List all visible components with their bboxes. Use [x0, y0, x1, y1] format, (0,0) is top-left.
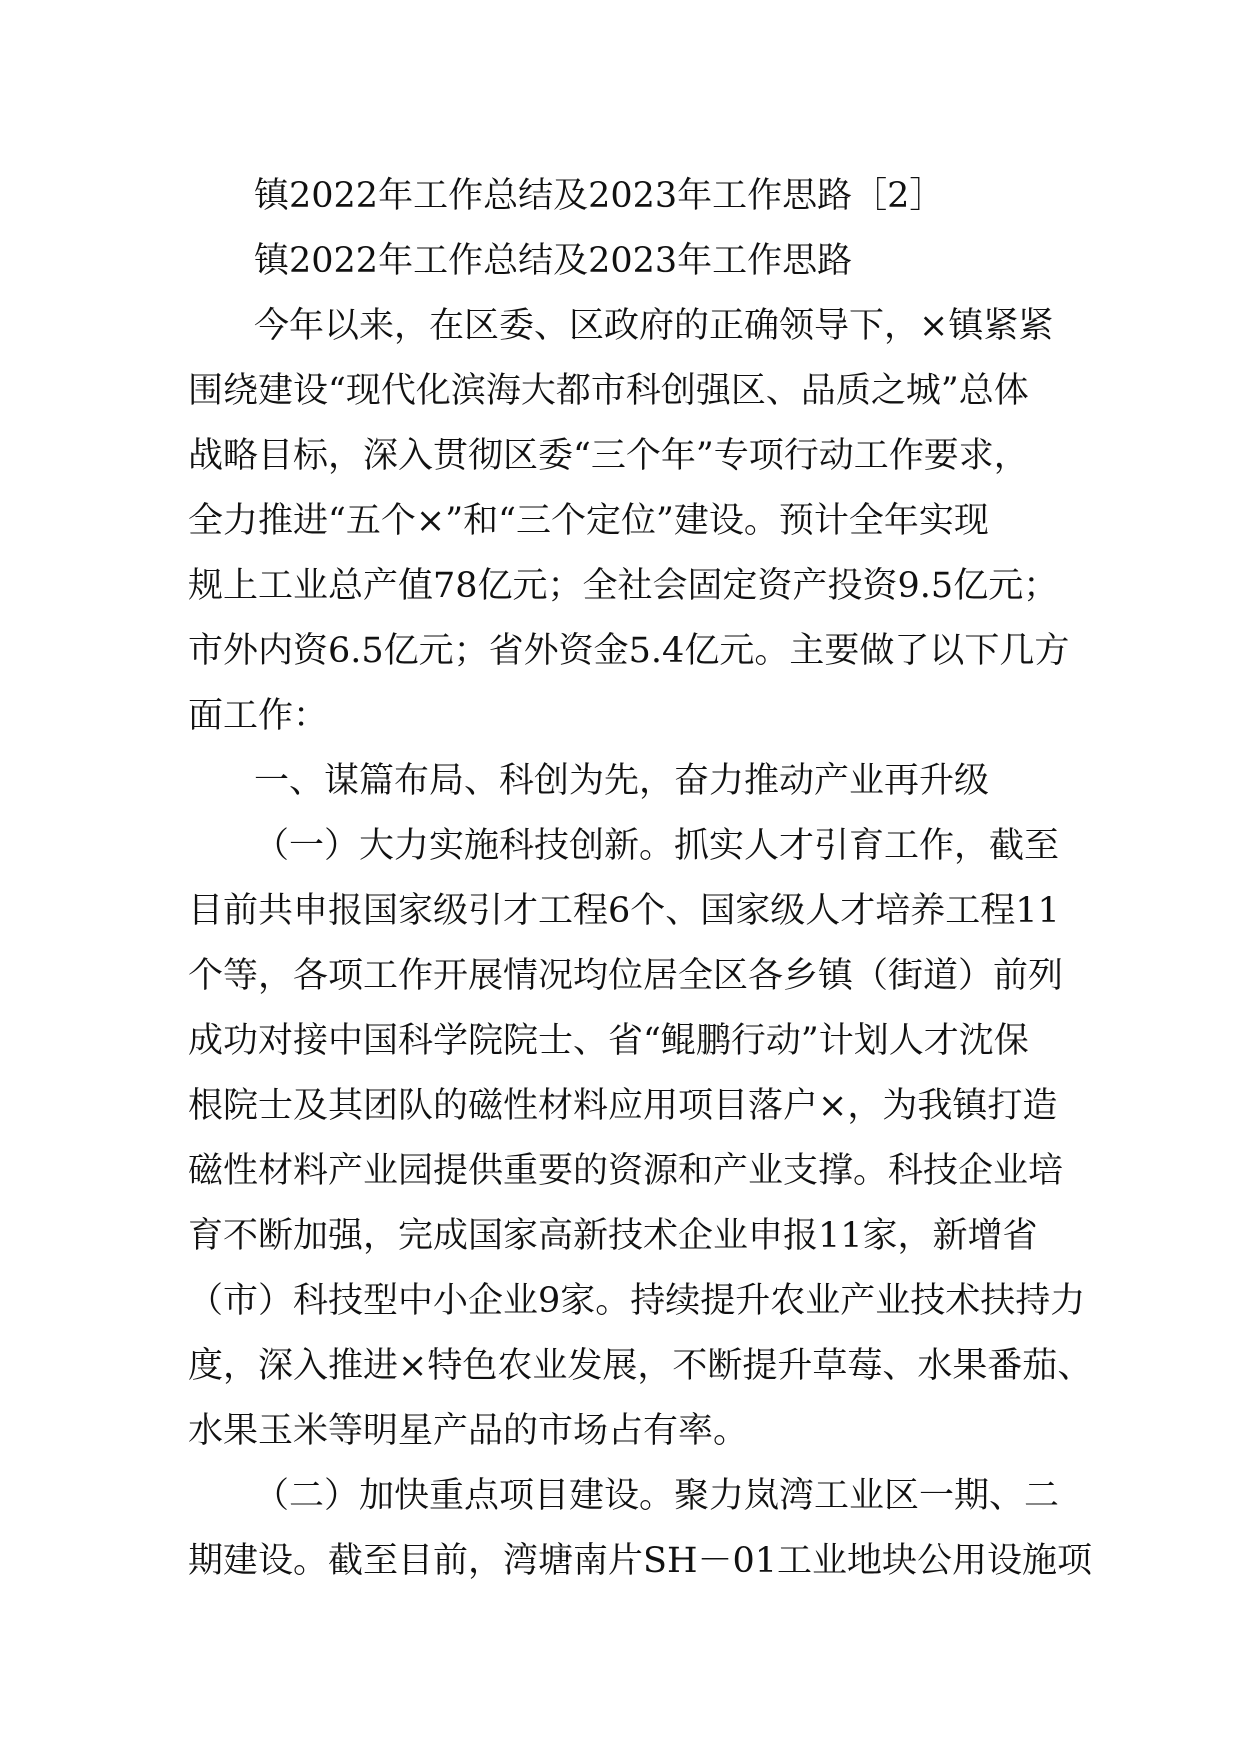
paragraph-line: 目前共申报国家级引才工程6个、国家级人才培养工程11 [188, 891, 1060, 931]
section-heading: 一、谋篇布局、科创为先，奋力推动产业再升级 [254, 761, 990, 801]
paragraph-line: 度，深入推进×特色农业发展，不断提升草莓、水果番茄、 [188, 1346, 1093, 1386]
paragraph-line: 面工作： [188, 696, 329, 736]
paragraph-line: 水果玉米等明星产品的市场占有率。 [188, 1411, 749, 1451]
paragraph-line: 市外内资6.5亿元；省外资金5.4亿元。主要做了以下几方 [188, 631, 1070, 671]
paragraph-line: （二）加快重点项目建设。聚力岚湾工业区一期、二 [254, 1476, 1060, 1516]
paragraph-line: 期建设。截至目前，湾塘南片SH－01工业地块公用设施项 [188, 1541, 1093, 1581]
document-title: 镇2022年工作总结及2023年工作思路 [254, 241, 853, 281]
paragraph-line: （市）科技型中小企业9家。持续提升农业产业技术扶持力 [188, 1281, 1086, 1321]
paragraph-line: 成功对接中国科学院院士、省“鲲鹏行动”计划人才沈保 [188, 1021, 1029, 1061]
paragraph-line: 战略目标，深入贯彻区委“三个年”专项行动工作要求， [188, 436, 1029, 476]
paragraph-line: 全力推进“五个×”和“三个定位”建设。预计全年实现 [188, 501, 989, 541]
paragraph-line: 根院士及其团队的磁性材料应用项目落户×，为我镇打造 [188, 1086, 1058, 1126]
paragraph-line: 围绕建设“现代化滨海大都市科创强区、品质之城”总体 [188, 371, 1029, 411]
paragraph-line: 磁性材料产业园提供重要的资源和产业支撑。科技企业培 [188, 1151, 1064, 1191]
document-title-with-index: 镇2022年工作总结及2023年工作思路［2］ [254, 176, 945, 216]
paragraph-line: 个等，各项工作开展情况均位居全区各乡镇（街道）前列 [188, 956, 1064, 996]
paragraph-line: （一）大力实施科技创新。抓实人才引育工作，截至 [254, 826, 1060, 866]
document-body [188, 164, 1093, 1594]
paragraph-line: 育不断加强，完成国家高新技术企业申报11家，新增省 [188, 1216, 1038, 1256]
paragraph-line: 规上工业总产值78亿元；全社会固定资产投资9.5亿元； [188, 566, 1059, 606]
paragraph-line: 今年以来，在区委、区政府的正确领导下，×镇紧紧 [254, 306, 1054, 346]
